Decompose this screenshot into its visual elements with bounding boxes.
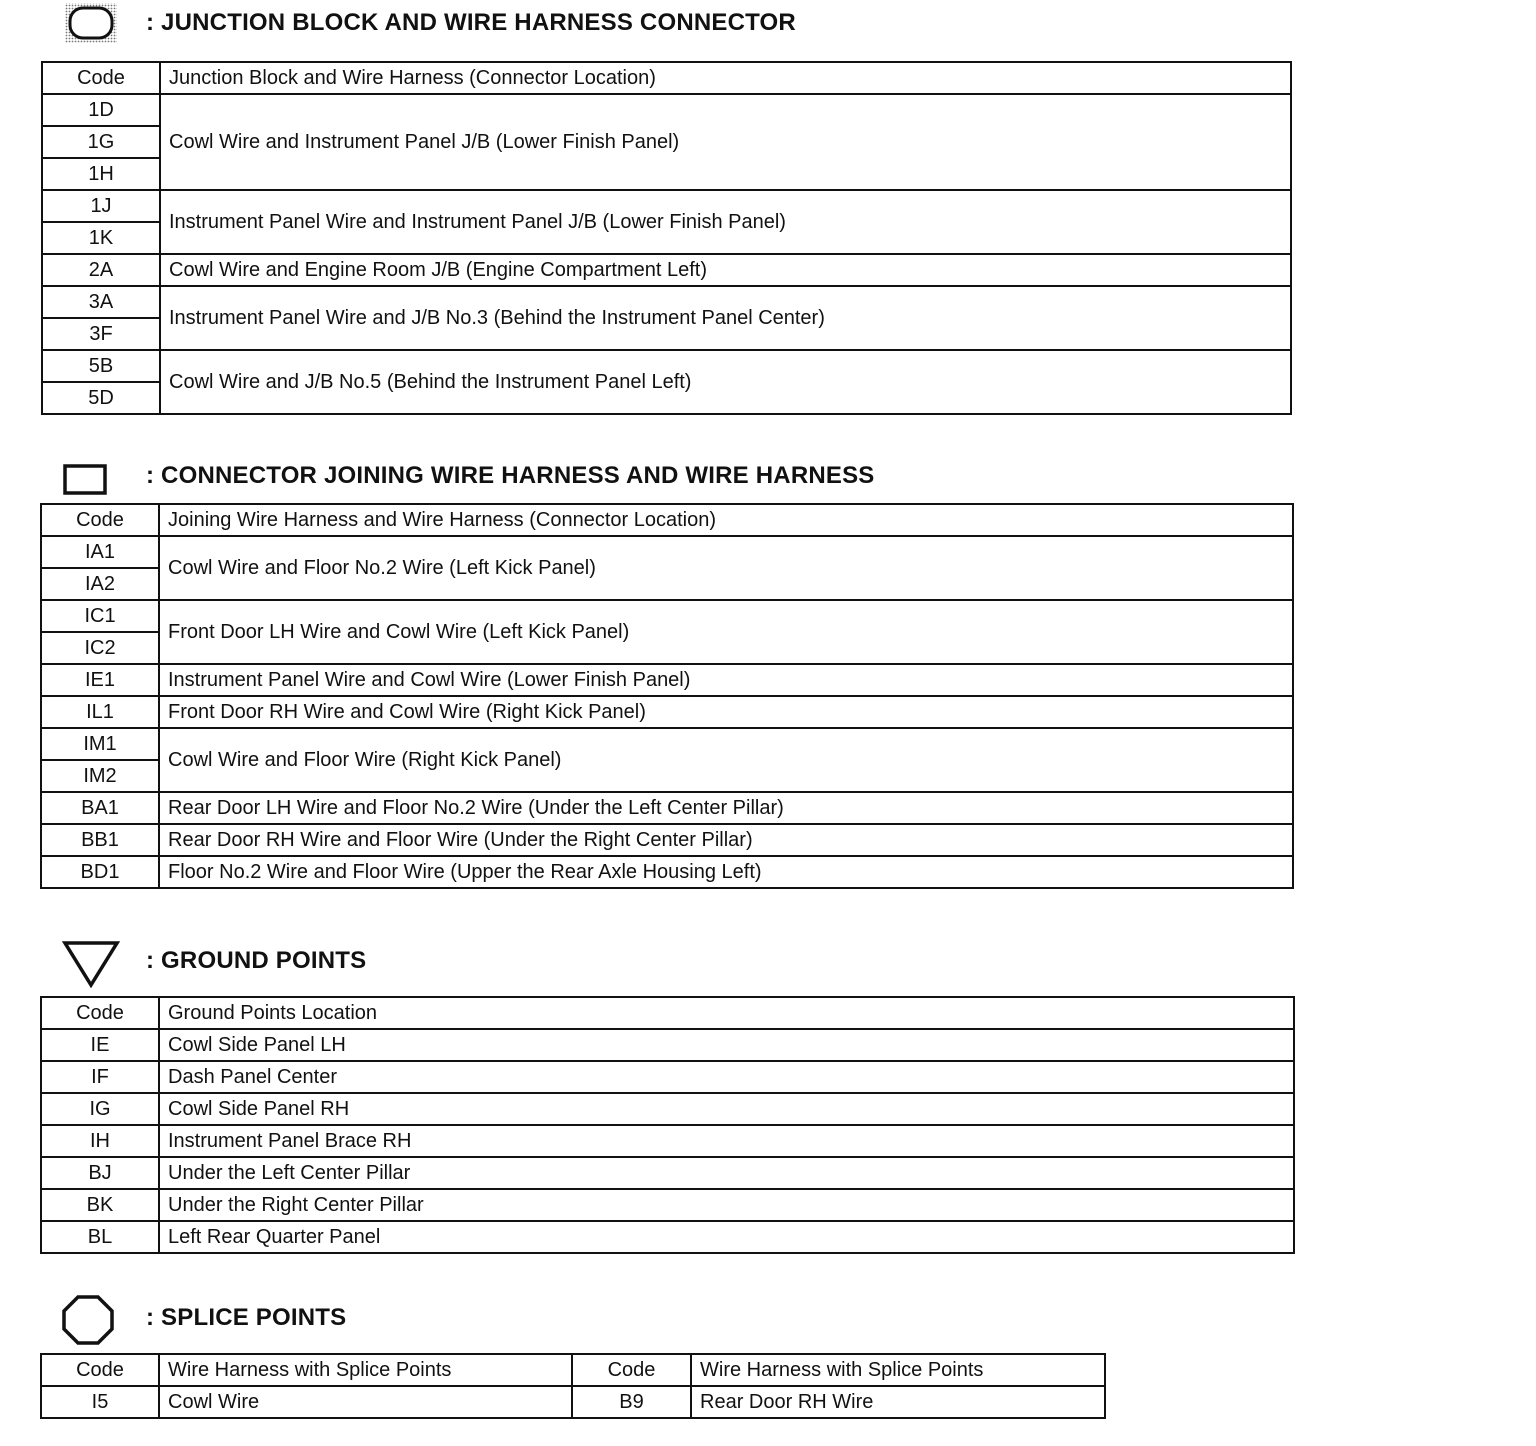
code-cell: 1D xyxy=(42,94,160,126)
table-row xyxy=(42,94,1291,126)
table-row xyxy=(41,728,1293,760)
code-cell: 2A xyxy=(42,254,160,286)
junction-block-icon xyxy=(62,1,122,45)
code-cell: 1H xyxy=(42,158,160,190)
table-row xyxy=(42,254,1291,286)
code-cell: IC1 xyxy=(41,600,159,632)
code-cell: 1J xyxy=(42,190,160,222)
table-row xyxy=(41,1061,1294,1093)
junction-table xyxy=(41,61,1292,415)
description-cell: Cowl Wire and Engine Room J/B (Engine Compartment Left) xyxy=(160,254,1291,286)
table-header-row xyxy=(41,997,1294,1029)
table-row xyxy=(41,1386,1105,1418)
code-cell: B9 xyxy=(572,1386,691,1418)
splice-section-title: : SPLICE POINTS xyxy=(146,1304,347,1331)
description-cell: Left Rear Quarter Panel xyxy=(159,1221,1294,1253)
table-row xyxy=(41,856,1293,888)
junction-section-head xyxy=(62,3,122,43)
description-header: Wire Harness with Splice Points xyxy=(159,1354,572,1386)
code-cell: 5D xyxy=(42,382,160,414)
description-cell: Under the Left Center Pillar xyxy=(159,1157,1294,1189)
table-row xyxy=(41,1221,1294,1253)
description-cell: Instrument Panel Wire and J/B No.3 (Behind the Instrument Panel Center) xyxy=(160,286,1291,350)
table-row xyxy=(42,350,1291,382)
description-cell: Front Door LH Wire and Cowl Wire (Left Kick Panel) xyxy=(159,600,1293,664)
code-cell: BB1 xyxy=(41,824,159,856)
code-cell: BA1 xyxy=(41,792,159,824)
code-cell: 3F xyxy=(42,318,160,350)
code-cell: IL1 xyxy=(41,696,159,728)
code-cell: IA2 xyxy=(41,568,159,600)
description-cell: Floor No.2 Wire and Floor Wire (Upper the Rear Axle Housing Left) xyxy=(159,856,1293,888)
description-cell: Rear Door RH Wire xyxy=(691,1386,1105,1418)
code-cell: IH xyxy=(41,1125,159,1157)
code-header: Code xyxy=(572,1354,691,1386)
code-cell: BL xyxy=(41,1221,159,1253)
code-cell: 1K xyxy=(42,222,160,254)
description-cell: Cowl Wire and Floor No.2 Wire (Left Kick Panel) xyxy=(159,536,1293,600)
code-header: Code xyxy=(42,62,160,94)
table-header-row xyxy=(41,1354,1105,1386)
code-cell: IA1 xyxy=(41,536,159,568)
splice-table xyxy=(40,1353,1106,1419)
description-header: Ground Points Location xyxy=(159,997,1294,1029)
table-row xyxy=(41,1125,1294,1157)
description-cell: Cowl Side Panel RH xyxy=(159,1093,1294,1125)
description-cell: Cowl Wire and Instrument Panel J/B (Lower Finish Panel) xyxy=(160,94,1291,190)
ground-section-head xyxy=(62,940,120,988)
table-row xyxy=(41,1157,1294,1189)
description-cell: Cowl Wire xyxy=(159,1386,572,1418)
table-row xyxy=(41,536,1293,568)
code-cell: BD1 xyxy=(41,856,159,888)
description-cell: Instrument Panel Wire and Cowl Wire (Lower Finish Panel) xyxy=(159,664,1293,696)
code-cell: I5 xyxy=(41,1386,159,1418)
table-row xyxy=(41,824,1293,856)
ground-section-title: : GROUND POINTS xyxy=(146,947,367,974)
description-header: Joining Wire Harness and Wire Harness (Connector Location) xyxy=(159,504,1293,536)
code-cell: IC2 xyxy=(41,632,159,664)
table-row xyxy=(41,664,1293,696)
code-cell: IE1 xyxy=(41,664,159,696)
code-cell: BK xyxy=(41,1189,159,1221)
ground-triangle-icon xyxy=(62,940,120,988)
code-cell: IM2 xyxy=(41,760,159,792)
connector-section-head xyxy=(62,459,112,499)
code-header: Code xyxy=(41,1354,159,1386)
description-cell: Cowl Wire and Floor Wire (Right Kick Panel) xyxy=(159,728,1293,792)
code-header: Code xyxy=(41,504,159,536)
description-header: Junction Block and Wire Harness (Connector Location) xyxy=(160,62,1291,94)
table-row xyxy=(41,696,1293,728)
description-cell: Cowl Wire and J/B No.5 (Behind the Instrument Panel Left) xyxy=(160,350,1291,414)
code-cell: 5B xyxy=(42,350,160,382)
connector-square-icon xyxy=(62,459,112,499)
connector-table xyxy=(40,503,1294,889)
description-cell: Cowl Side Panel LH xyxy=(159,1029,1294,1061)
description-cell: Instrument Panel Brace RH xyxy=(159,1125,1294,1157)
code-cell: IG xyxy=(41,1093,159,1125)
table-row xyxy=(42,286,1291,318)
description-header: Wire Harness with Splice Points xyxy=(691,1354,1105,1386)
code-cell: IE xyxy=(41,1029,159,1061)
description-cell: Instrument Panel Wire and Instrument Panel J/B (Lower Finish Panel) xyxy=(160,190,1291,254)
code-header: Code xyxy=(41,997,159,1029)
table-row xyxy=(41,792,1293,824)
description-cell: Dash Panel Center xyxy=(159,1061,1294,1093)
table-row xyxy=(42,190,1291,222)
code-cell: 1G xyxy=(42,126,160,158)
table-row xyxy=(41,1189,1294,1221)
description-cell: Under the Right Center Pillar xyxy=(159,1189,1294,1221)
splice-octagon-icon xyxy=(62,1295,118,1345)
table-header-row xyxy=(42,62,1291,94)
connector-section-title: : CONNECTOR JOINING WIRE HARNESS AND WIRE HARNESS xyxy=(146,462,875,489)
table-header-row xyxy=(41,504,1293,536)
splice-section-head xyxy=(62,1295,118,1345)
code-cell: 3A xyxy=(42,286,160,318)
code-cell: IF xyxy=(41,1061,159,1093)
description-cell: Front Door RH Wire and Cowl Wire (Right Kick Panel) xyxy=(159,696,1293,728)
code-cell: BJ xyxy=(41,1157,159,1189)
description-cell: Rear Door LH Wire and Floor No.2 Wire (Under the Left Center Pillar) xyxy=(159,792,1293,824)
table-row xyxy=(41,1093,1294,1125)
ground-table xyxy=(40,996,1295,1254)
description-cell: Rear Door RH Wire and Floor Wire (Under the Right Center Pillar) xyxy=(159,824,1293,856)
table-row xyxy=(41,1029,1294,1061)
junction-section-title: : JUNCTION BLOCK AND WIRE HARNESS CONNECTOR xyxy=(146,9,796,36)
table-row xyxy=(41,600,1293,632)
code-cell: IM1 xyxy=(41,728,159,760)
